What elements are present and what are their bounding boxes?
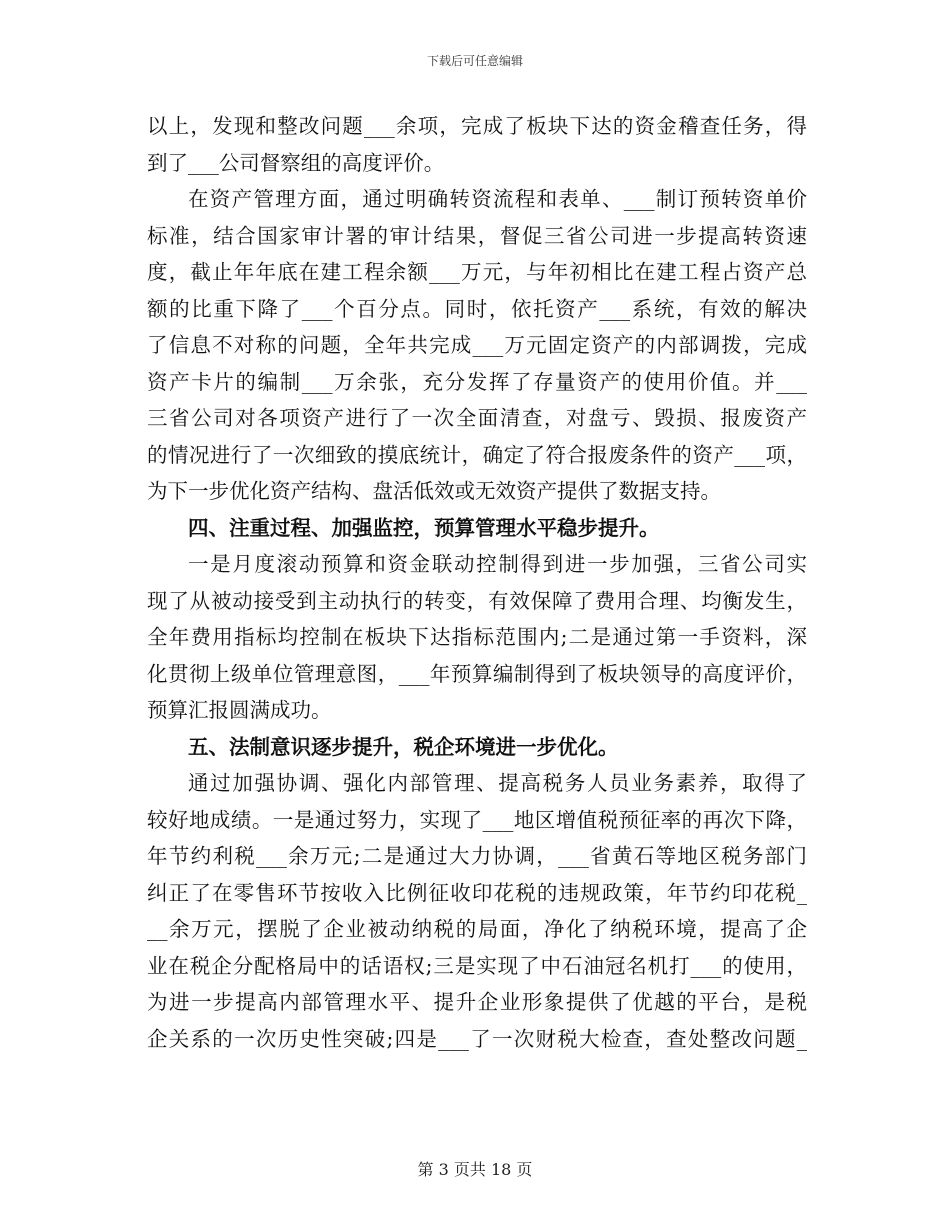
page-footer: 第 3 页共 18 页 [417, 1160, 533, 1179]
page-header: 下载后可任意编辑 [426, 54, 523, 68]
text-line: 以上，发现和整改问题___余项，完成了板块下达的资金稽查任务，得 [147, 114, 807, 138]
text-line: 了信息不对称的问题，全年共完成___万元固定资产的内部调拨，完成 [147, 333, 807, 357]
text-line: 业在税企分配格局中的话语权;三是实现了中石油冠名机打___的使用， [147, 953, 807, 978]
text-line: 年节约利税___余万元;二是通过大力协调，___省黄石等地区税务部门 [147, 844, 807, 868]
text-line: 度，截止年年底在建工程余额___万元，与年初相比在建工程占资产总 [147, 260, 807, 284]
text-line: 额的比重下降了___个百分点。同时，依托资产___系统，有效的解决 [147, 296, 807, 321]
text-line: 预算汇报圆满成功。 [147, 698, 332, 722]
paragraph-start: 一是月度滚动预算和资金联动控制得到进一步加强，三省公司实 [188, 552, 807, 576]
text-line: 企关系的一次历史性突破;四是___了一次财税大检查，查处整改问题_ [147, 1026, 807, 1051]
text-line: 为进一步提高内部管理水平、提升企业形象提供了优越的平台，是税 [147, 990, 807, 1014]
text-line: 三省公司对各项资产进行了一次全面清查，对盘亏、毁损、报废资产 [147, 406, 807, 430]
paragraph-start: 在资产管理方面，通过明确转资流程和表单、___制订预转资单价 [188, 187, 807, 211]
paragraph-start: 通过加强协调、强化内部管理、提高税务人员业务素养，取得了 [188, 771, 807, 795]
text-line: 现了从被动接受到主动执行的转变，有效保障了费用合理、均衡发生， [147, 588, 807, 613]
document-body [147, 108, 807, 1057]
text-line: 标准，结合国家审计署的审计结果，督促三省公司进一步提高转资速 [147, 223, 807, 248]
text-line: 资产卡片的编制___万余张，充分发挥了存量资产的使用价值。并___ [147, 369, 807, 394]
section-heading: 四、注重过程、加强监控，预算管理水平稳步提升。 [188, 515, 660, 540]
text-line: 化贯彻上级单位管理意图，___年预算编制得到了板块领导的高度评价， [147, 661, 807, 686]
text-line: 全年费用指标均控制在板块下达指标范围内;二是通过第一手资料，深 [147, 625, 807, 649]
section-heading: 五、法制意识逐步提升，税企环境进一步优化。 [188, 734, 619, 759]
text-line: 的情况进行了一次细致的摸底统计，确定了符合报废条件的资产___项， [147, 442, 807, 467]
text-line: 纠正了在零售环节按收入比例征收印花税的违规政策，年节约印花税_ [147, 880, 807, 905]
text-line: __余万元，摆脱了企业被动纳税的局面，净化了纳税环境，提高了企 [147, 917, 807, 941]
text-line: 到了___公司督察组的高度评价。 [147, 150, 445, 175]
text-line: 为下一步优化资产结构、盘活低效或无效资产提供了数据支持。 [147, 479, 721, 503]
text-line: 较好地成绩。一是通过努力，实现了___地区增值税预征率的再次下降， [147, 807, 807, 832]
